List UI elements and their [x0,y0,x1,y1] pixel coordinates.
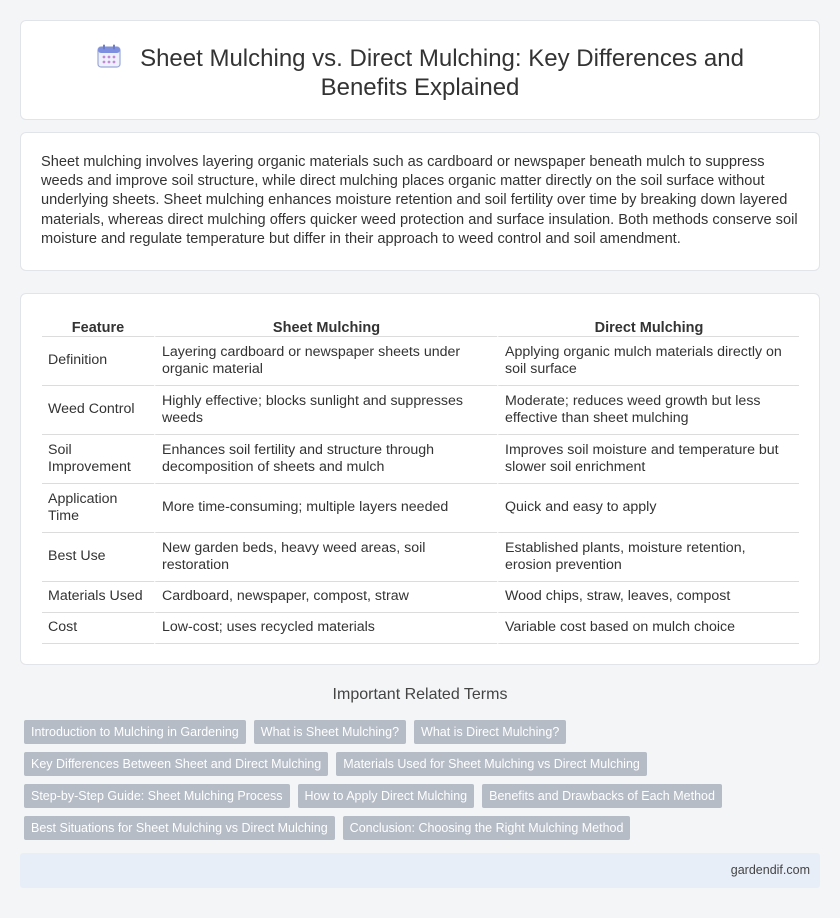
sheet-cell: Low-cost; uses recycled materials [154,613,497,644]
intro-paragraph: Sheet mulching involves layering organic materials such as cardboard or newspaper beneath mulch to suppress weeds and improve soil structure, while direct mulching places organic matter directly on the soil surface without underlying sheets. Sheet mulching enhances moisture retention and soil fertility over time by breaking down layered materials, whereas direct mulching offers quicker weed protection and surface insulation. Both methods conserve soil moisture and regulate temperature but differ in their approach to weed control and soil amendment. [41,154,798,247]
sheet-cell: New garden beds, heavy weed areas, soil restoration [154,533,497,582]
title-card [20,20,820,120]
direct-cell: Variable cost based on mulch choice [497,613,799,644]
header-feature: Feature [42,315,154,337]
related-term-tag[interactable]: Best Situations for Sheet Mulching vs Direct Mulching [24,816,335,840]
table-row [42,484,799,533]
feature-cell: Materials Used [42,582,154,613]
table-row [42,337,799,386]
sheet-cell: Highly effective; blocks sunlight and suppresses weeds [154,386,497,435]
direct-cell: Established plants, moisture retention, erosion prevention [497,533,799,582]
tag-row [24,752,804,776]
table-row [42,613,799,644]
comparison-table [42,315,799,644]
intro-card [20,132,820,271]
comparison-card [20,293,820,665]
calendar-icon [96,43,122,69]
page-title-wrap [61,43,779,102]
sheet-cell: More time-consuming; multiple layers needed [154,484,497,533]
direct-cell: Wood chips, straw, leaves, compost [497,582,799,613]
related-term-tag[interactable]: Materials Used for Sheet Mulching vs Direct Mulching [336,752,647,776]
footer-bar [20,853,820,888]
tag-row [24,784,804,808]
feature-cell: Application Time [42,484,154,533]
feature-cell: Best Use [42,533,154,582]
sheet-cell: Layering cardboard or newspaper sheets under organic material [154,337,497,386]
related-terms-title: Important Related Terms [332,686,508,703]
page-title: Sheet Mulching vs. Direct Mulching: Key Differences and Benefits Explained [140,45,744,101]
related-term-tag[interactable]: Key Differences Between Sheet and Direct Mulching [24,752,328,776]
table-row [42,533,799,582]
direct-cell: Quick and easy to apply [497,484,799,533]
related-terms-list [24,720,804,848]
direct-cell: Applying organic mulch materials directly on soil surface [497,337,799,386]
table-row [42,435,799,484]
related-term-tag[interactable]: Introduction to Mulching in Gardening [24,720,246,744]
header-direct-mulching: Direct Mulching [497,315,799,337]
related-term-tag[interactable]: Conclusion: Choosing the Right Mulching Method [343,816,631,840]
direct-cell: Moderate; reduces weed growth but less effective than sheet mulching [497,386,799,435]
related-term-tag[interactable]: Benefits and Drawbacks of Each Method [482,784,722,808]
header-sheet-mulching: Sheet Mulching [154,315,497,337]
footer-site-link[interactable]: gardendif.com [730,863,810,877]
sheet-cell: Enhances soil fertility and structure through decomposition of sheets and mulch [154,435,497,484]
feature-cell: Weed Control [42,386,154,435]
feature-cell: Cost [42,613,154,644]
sheet-cell: Cardboard, newspaper, compost, straw [154,582,497,613]
table-row [42,582,799,613]
direct-cell: Improves soil moisture and temperature but slower soil enrichment [497,435,799,484]
feature-cell: Definition [42,337,154,386]
table-header-row [42,315,799,337]
related-term-tag[interactable]: How to Apply Direct Mulching [298,784,475,808]
table-row [42,386,799,435]
feature-cell: Soil Improvement [42,435,154,484]
related-term-tag[interactable]: Step-by-Step Guide: Sheet Mulching Process [24,784,290,808]
related-term-tag[interactable]: What is Sheet Mulching? [254,720,406,744]
tag-row [24,720,804,744]
tag-row [24,816,804,840]
related-term-tag[interactable]: What is Direct Mulching? [414,720,566,744]
